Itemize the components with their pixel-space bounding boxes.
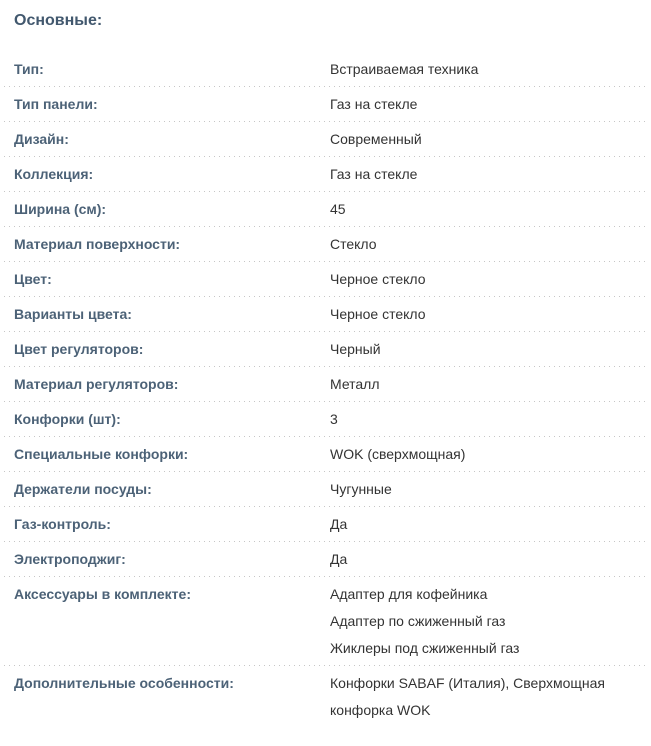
spec-value	[330, 91, 645, 118]
spec-value-line: Да	[330, 516, 348, 532]
spec-value-line: Чугунные	[330, 481, 392, 497]
spec-label: Варианты цвета:	[14, 306, 132, 322]
spec-row	[4, 157, 645, 192]
spec-value	[330, 546, 645, 573]
spec-value-line: Встраиваемая техника	[330, 61, 479, 77]
spec-label: Ширина (см):	[14, 201, 107, 217]
spec-value	[330, 336, 645, 363]
spec-row	[4, 666, 645, 728]
spec-row	[4, 52, 645, 87]
section-title: Основные:	[14, 12, 103, 29]
spec-value	[330, 670, 645, 724]
spec-value-line: Конфорки SABAF (Италия), Сверхмощная конфорка WOK	[330, 675, 606, 718]
spec-label: Дополнительные особенности:	[14, 675, 234, 691]
spec-label: Специальные конфорки:	[14, 446, 189, 462]
spec-label: Цвет регуляторов:	[14, 341, 144, 357]
spec-label: Держатели посуды:	[14, 481, 152, 497]
specs-table	[4, 52, 645, 728]
spec-value	[330, 196, 645, 223]
spec-label: Конфорки (шт):	[14, 411, 121, 427]
spec-value-line: 3	[330, 411, 338, 427]
spec-label: Газ-контроль:	[14, 516, 111, 532]
spec-value	[330, 511, 645, 538]
spec-row	[4, 542, 645, 577]
spec-value	[330, 301, 645, 328]
spec-value-line: WOK (сверхмощная)	[330, 446, 466, 462]
spec-row	[4, 262, 645, 297]
spec-row	[4, 227, 645, 262]
spec-value	[330, 266, 645, 293]
spec-value	[330, 56, 645, 83]
spec-label: Материал регуляторов:	[14, 376, 179, 392]
spec-value	[330, 581, 645, 662]
spec-value	[330, 441, 645, 468]
spec-value-line: Черное стекло	[330, 306, 426, 322]
spec-label: Аксессуары в комплекте:	[14, 586, 191, 602]
spec-value-line: Адаптер для кофейника	[330, 586, 488, 602]
spec-row	[4, 437, 645, 472]
spec-value-line: Металл	[330, 376, 380, 392]
spec-row	[4, 507, 645, 542]
spec-value	[330, 161, 645, 188]
spec-value-line: Газ на стекле	[330, 166, 418, 182]
spec-label: Электроподжиг:	[14, 551, 126, 567]
spec-row	[4, 192, 645, 227]
spec-row	[4, 297, 645, 332]
spec-label: Тип панели:	[14, 96, 98, 112]
spec-row	[4, 332, 645, 367]
spec-row	[4, 122, 645, 157]
spec-value-line: Да	[330, 551, 348, 567]
spec-value	[330, 231, 645, 258]
spec-value-line: Жиклеры под сжиженный газ	[330, 640, 520, 656]
spec-value-line: Современный	[330, 131, 422, 147]
spec-label: Дизайн:	[14, 131, 69, 147]
spec-label: Цвет:	[14, 271, 52, 287]
spec-value-line: Черное стекло	[330, 271, 426, 287]
spec-value	[330, 126, 645, 153]
spec-row	[4, 472, 645, 507]
spec-label: Материал поверхности:	[14, 236, 181, 252]
spec-value	[330, 406, 645, 433]
spec-value-line: Стекло	[330, 236, 377, 252]
spec-row	[4, 402, 645, 437]
spec-row	[4, 87, 645, 122]
spec-label: Тип:	[14, 61, 44, 77]
spec-row	[4, 367, 645, 402]
spec-row	[4, 577, 645, 666]
spec-value-line: Газ на стекле	[330, 96, 418, 112]
spec-value	[330, 476, 645, 503]
spec-value-line: Адаптер по сжиженный газ	[330, 613, 506, 629]
spec-value	[330, 371, 645, 398]
spec-value-line: 45	[330, 201, 346, 217]
spec-label: Коллекция:	[14, 166, 94, 182]
spec-value-line: Черный	[330, 341, 381, 357]
